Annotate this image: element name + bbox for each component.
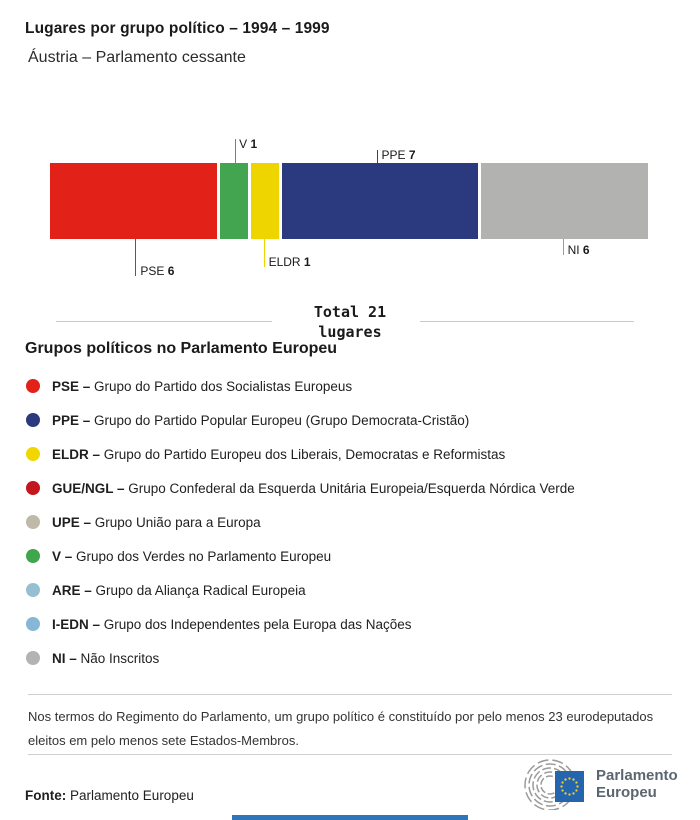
total-row bbox=[0, 301, 700, 341]
stacked-bar bbox=[50, 163, 648, 239]
legend-label: ARE – Grupo da Aliança Radical Europeia bbox=[52, 582, 306, 598]
source-value: Parlamento Europeu bbox=[70, 788, 194, 803]
legend-dot bbox=[26, 413, 40, 427]
footer-divider-top bbox=[28, 694, 672, 695]
callout-ni bbox=[563, 239, 590, 257]
source-label: Fonte: bbox=[25, 788, 67, 803]
legend-label: ELDR – Grupo do Partido Europeu dos Liberais, Democratas e Reformistas bbox=[52, 446, 506, 462]
bar-segment-ppe bbox=[282, 163, 477, 239]
eu-flag-square bbox=[555, 771, 584, 802]
legend-dot bbox=[26, 617, 40, 631]
legend-dot bbox=[26, 515, 40, 529]
callout-label-v: V 1 bbox=[239, 137, 258, 151]
legend-dot bbox=[26, 583, 40, 597]
bar-segment-ni bbox=[481, 163, 648, 239]
page-title: Lugares por grupo político – 1994 – 1999 bbox=[25, 20, 330, 37]
european-parliament-logo bbox=[518, 758, 678, 810]
logo-line1: Parlamento bbox=[596, 766, 678, 784]
legend-item-5 bbox=[26, 539, 575, 573]
legend-item-4 bbox=[26, 505, 575, 539]
hemicycle-logo-icon bbox=[518, 758, 590, 810]
legend-dot bbox=[26, 379, 40, 393]
legend-list bbox=[26, 369, 575, 675]
legend-dot bbox=[26, 549, 40, 563]
legend-label: V – Grupo dos Verdes no Parlamento Europeu bbox=[52, 548, 332, 564]
legend-label: PPE – Grupo do Partido Popular Europeu (Grupo Democrata-Cristão) bbox=[52, 412, 470, 428]
legend-label: GUE/NGL – Grupo Confederal da Esquerda Unitária Europeia/Esquerda Nórdica Verde bbox=[52, 480, 575, 496]
total-label: Total 21 bbox=[313, 303, 387, 321]
seats-stacked-bar-chart bbox=[50, 137, 648, 278]
bar-segment-eldr bbox=[251, 163, 279, 239]
legend-label: UPE – Grupo União para a Europa bbox=[52, 514, 261, 530]
page-subtitle: Áustria – Parlamento cessante bbox=[28, 49, 246, 66]
callout-pse bbox=[135, 239, 175, 278]
legend-item-1 bbox=[26, 403, 575, 437]
logo-wordmark bbox=[596, 767, 678, 802]
legend-item-8 bbox=[26, 641, 575, 675]
logo-line2: Europeu bbox=[596, 784, 657, 801]
legend-dot bbox=[26, 447, 40, 461]
legend-item-0 bbox=[26, 369, 575, 403]
legend-dot bbox=[26, 481, 40, 495]
legend-item-7 bbox=[26, 607, 575, 641]
legend-item-2 bbox=[26, 437, 575, 471]
bar-segment-pse bbox=[50, 163, 217, 239]
legend-item-6 bbox=[26, 573, 575, 607]
legend-label: NI – Não Inscritos bbox=[52, 650, 160, 666]
footnote: Nos termos do Regimento do Parlamento, um grupo político é constituído por pelo menos 23 eurodeputados eleitos em pelo menos sete Estados-Membros. bbox=[28, 709, 654, 749]
legend-heading: Grupos políticos no Parlamento Europeu bbox=[25, 340, 338, 357]
legend-label: I-EDN – Grupo dos Independentes pela Europa das Nações bbox=[52, 616, 412, 632]
total-sublabel: lugares bbox=[318, 323, 382, 342]
bar-segment-v bbox=[220, 163, 248, 239]
total-seats-label bbox=[0, 302, 700, 343]
callout-label-eldr: ELDR 1 bbox=[268, 255, 311, 269]
footer-divider-bottom bbox=[28, 754, 672, 755]
source-line bbox=[25, 788, 194, 803]
legend-item-3 bbox=[26, 471, 575, 505]
legend-dot bbox=[26, 651, 40, 665]
callout-ppe bbox=[377, 148, 416, 163]
callout-label-pse: PSE 6 bbox=[140, 264, 175, 278]
callout-eldr bbox=[264, 239, 311, 269]
callout-label-ppe: PPE 7 bbox=[381, 148, 416, 162]
bottom-brand-bar bbox=[232, 815, 468, 820]
legend-label: PSE – Grupo do Partido dos Socialistas Europeus bbox=[52, 378, 353, 394]
callout-v bbox=[235, 137, 258, 163]
callout-label-ni: NI 6 bbox=[567, 243, 590, 257]
